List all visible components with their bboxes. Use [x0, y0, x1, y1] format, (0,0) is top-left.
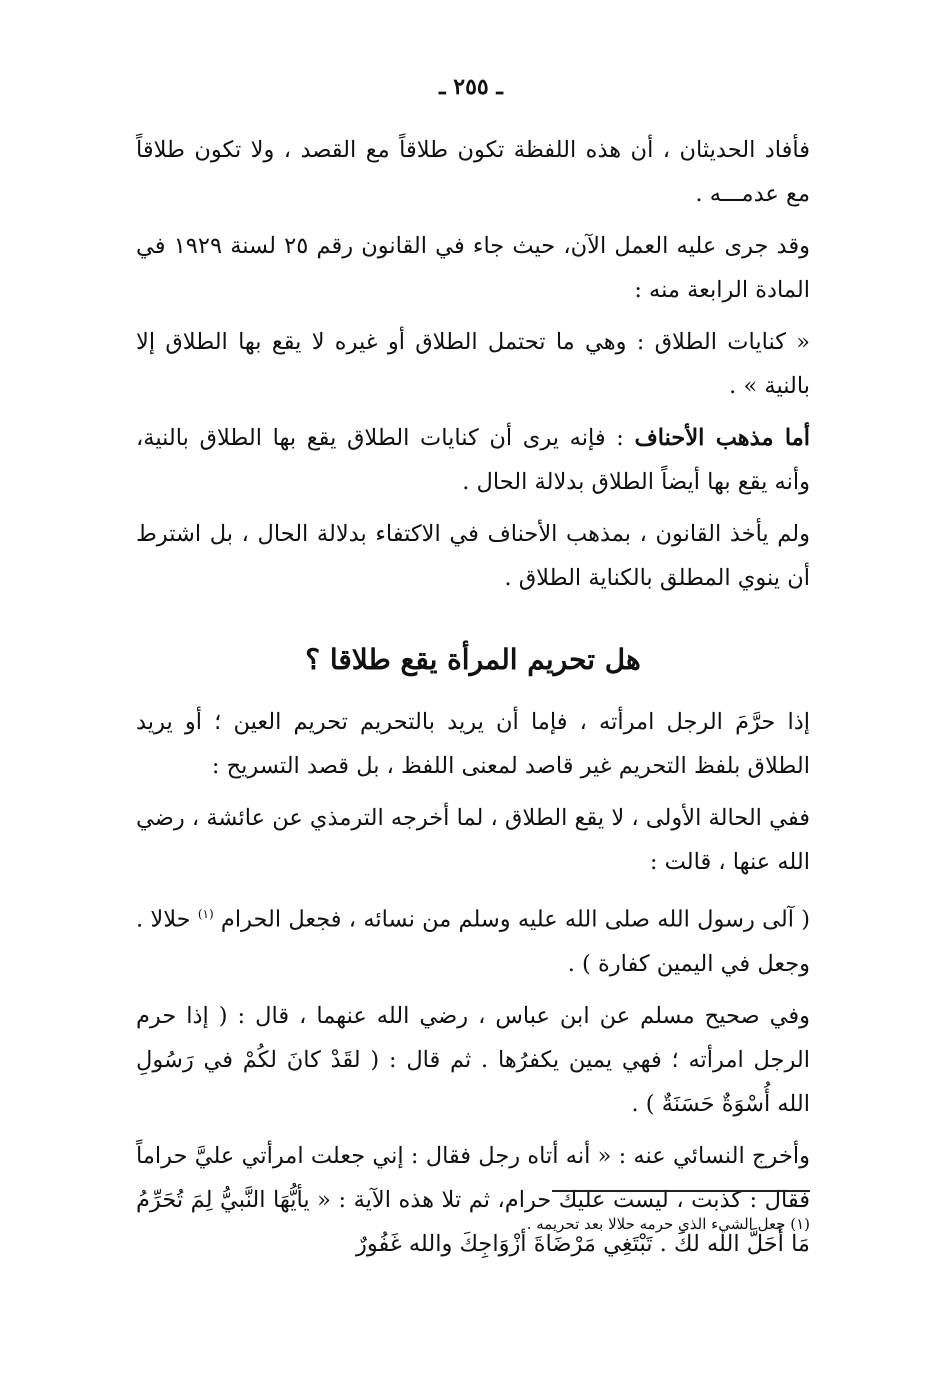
footnote-divider	[552, 1190, 810, 1192]
paragraph-hanafi	[136, 416, 810, 504]
hanafi-lead: أما مذهب الأحناف	[634, 425, 811, 451]
footnote: (١) جعل الشيء الذي حرمه حلالا بعد تحريمه .	[526, 1215, 810, 1233]
paragraph-law-quote: « كنايات الطلاق : وهي ما تحتمل الطلاق أو غيره لا يقع بها الطلاق إلا بالنية » .	[136, 329, 810, 399]
paragraph-tahrim-intro: إذا حرَّمَ الرجل امرأته ، فإما أن يريد بالتحريم تحريم العين ؛ أو يريد الطلاق بلفظ التحريم غير قاصد لمعنى اللفظ ، بل قصد التسريح :	[136, 709, 810, 779]
page-number: ـ ٢٥٥ ـ	[439, 74, 503, 100]
paragraph-first-case: ففي الحالة الأولى ، لا يقع الطلاق ، لما أخرجه الترمذي عن عائشة ، رضي الله عنها ، قالت :	[136, 805, 810, 875]
paragraph-nasai: وأخرج النسائي عنه : « أنه أتاه رجل فقال : إني جعلت امرأتي عليَّ حراماً فقال : كذبت ، ليست عليك حرام، ثم تلا هذه الآية : « يأيُّهَا النَّبيُّ لِمَ تُحَرِّمُ مَا أَحَلَّ الله لكَ . تَبْتَغِي مَرْضَاةَ أزْوَاجِكَ والله غَفُورٌ	[136, 1142, 810, 1257]
paragraph-muslim: وفي صحيح مسلم عن ابن عباس ، رضي الله عنهما ، قال : ( إذا حرم الرجل امرأته ؛ فهي يمين يكفرُها . ثم قال : ( لقَدْ كانَ لكُمْ في رَسُولِ الله أُسْوَةٌ حَسَنَةٌ ) .	[136, 1002, 810, 1117]
paragraph-law-hanafi: ولم يأخذ القانون ، بمذهب الأحناف في الاكتفاء بدلالة الحال ، بل اشترط أن ينوي المطلق بالكناية الطلاق .	[136, 521, 810, 591]
main-text	[136, 128, 810, 1266]
paragraph-law-application: وقد جرى عليه العمل الآن، حيث جاء في القانون رقم ٢٥ لسنة ١٩٢٩ في المادة الرابعة منه :	[136, 233, 810, 303]
paragraph-hadith-aisha	[136, 892, 810, 986]
hanafi-rest: : فإنه يرى أن كنايات الطلاق يقع بها الطلاق بالنية، وأنه يقع بها أيضاً الطلاق بدلالة الحال .	[136, 425, 810, 495]
footnote-marker: (١)	[197, 907, 214, 921]
hadith-text-b: حلالا . وجعل في اليمين كفارة ) .	[136, 906, 810, 977]
hadith-text-a: ( آلى رسول الله صلى الله عليه وسلم من نسائه ، فجعل الحرام	[220, 906, 810, 933]
section-heading: هل تحريم المرأة يقع طلاقا ؟	[305, 643, 641, 676]
paragraph-hadith-conclusion: فأفاد الحديثان ، أن هذه اللفظة تكون طلاقاً مع القصد ، ولا تكون طلاقاً مع عدمـــه .	[136, 137, 810, 207]
